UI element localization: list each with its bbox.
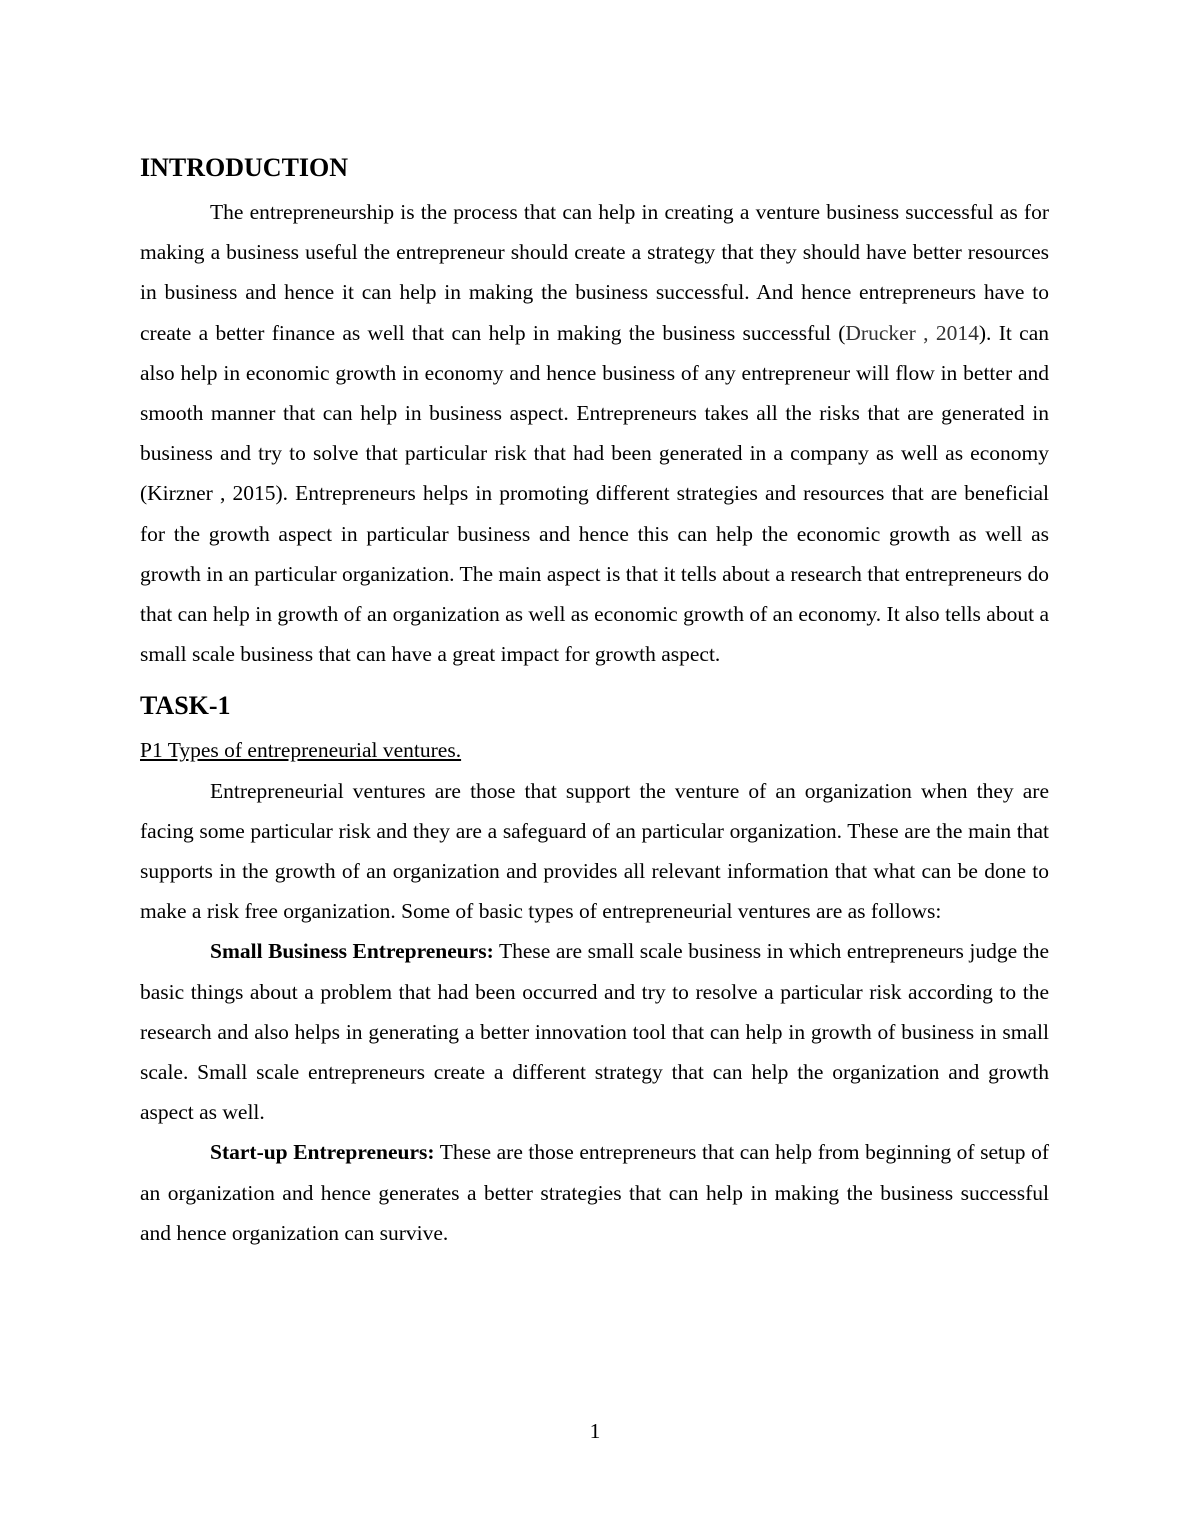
startup-label: Start-up Entrepreneurs: [210, 1140, 435, 1165]
small-business-label: Small Business Entrepreneurs: [210, 939, 494, 964]
ventures-paragraph: Entrepreneurial ventures are those that support the venture of an organization when they are facing some particular risk and they are a safeguard of an particular organization. These are the main that supports in the growth of an organization and provides all relevant information that what can be done to make a risk free organization. Some of basic types of entrepreneurial ventures are as follows: [140, 778, 1049, 924]
small-business-text: These are small scale business in which entrepreneurs judge the basic things about a problem that had been occurred and try to resolve a particular risk according to the research and also helps in generating a better innovation tool that can help in growth of business in small scale. Small scale entrepreneurs create a different strategy that can help the organization and growth aspect as well. [140, 939, 1049, 1125]
page-number: 1 [589, 1419, 601, 1443]
introduction-heading: INTRODUCTION [140, 153, 349, 182]
startup-paragraph [140, 1132, 1049, 1253]
small-business-paragraph [140, 931, 1049, 1132]
p1-subheading: P1 Types of entrepreneurial ventures. [140, 738, 462, 763]
intro-text-after-citation: ). It can also help in economic growth in economy and hence business of any entrepreneur will flow in better and smooth manner that can help in business aspect. Entrepreneurs takes all the risks that are generated in business and try to solve that particular risk that had been generated in a company as well as economy (Kirzner , 2015). Entrepreneurs helps in promoting different strategies and resources that are beneficial for the growth aspect in particular business and hence this can help the economic growth as well as growth in an particular organization. The main aspect is that it tells about a research that entrepreneurs do that can help in growth of an organization as well as economic growth of an economy. It also tells about a small scale business that can have a great impact for growth aspect. [140, 320, 1049, 667]
task-1-heading: TASK-1 [140, 691, 231, 721]
citation-drucker: Drucker , 2014 [845, 320, 979, 345]
document-page [140, 150, 1049, 1253]
introduction-paragraph [140, 192, 1049, 674]
intro-text-before-citation: The entrepreneurship is the process that can help in creating a venture business successful as for making a business useful the entrepreneur should create a strategy that they should have better resources in business and hence it can help in making the business successful. And hence entrepreneurs have to create a better finance as well that can help in making the business successful ( [140, 200, 1049, 345]
startup-text: These are those entrepreneurs that can help from beginning of setup of an organization and hence generates a better strategies that can help in making the business successful and hence organization can survive. [140, 1140, 1049, 1245]
